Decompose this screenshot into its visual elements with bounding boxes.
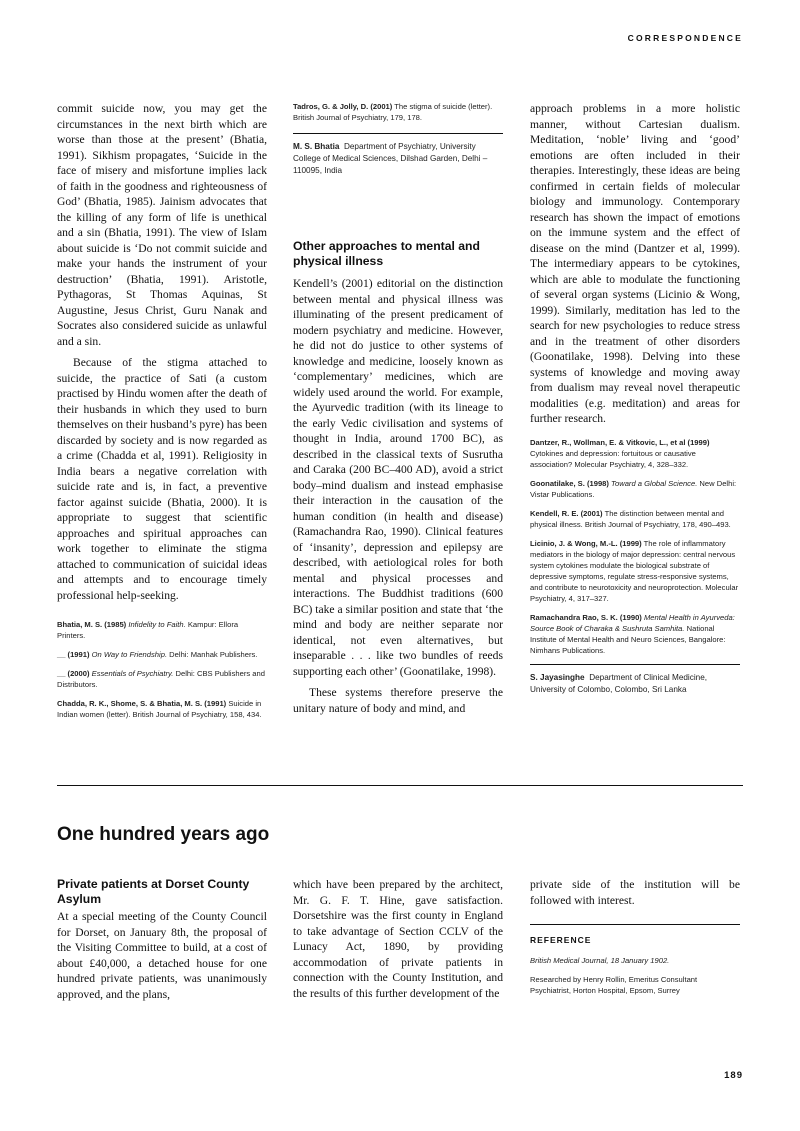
letter2-title: Other approaches to mental and physical illness — [293, 239, 480, 268]
section-title: One hundred years ago — [57, 824, 270, 845]
body-paragraph: Because of the stigma attached to suicide, the practice of Sati (a custom practised by Hindu women after the death of their husbands in which they used to burn themselves on their husband’s pyre) has been discarded by society and is now regarded as a crime (Chadda et al, 1991). Religiosity in India bears a negative correlation with suicide rate and is, in fact, a preventive factor against suicide (Bhatia, 2000). It is appropriate to suggest that scientific approaches and spiritual approaches can work together to eliminate the stigma attached to communication of suicidal ideas and attempts and to encourage timely professional help-seeking. — [57, 356, 267, 602]
body-paragraph: Kendell’s (2001) editorial on the distinction between mental and physical illness was illuminating of the present predicament of modern psychiatry and medicine. However, he did not do justice to other systems of knowledge and medicine, loosely known as ‘complementary’ medicines, which are widely used around the world. For example, the Ayurvedic tradition (with its lineage to the early Vedic civilisation and systems of thought in India, around 1700 BC), as described in the classical texts of Susrutha and Caraka (200 BC–400 AD), avoid a strict body–mind dualism and instead emphasise their interaction in the causation of the human condition (in health and disease) (Ramachandra Rao, 1990). Clinical features of ‘insanity’, depression and epilepsy are described, with aetiological roles for both mental and physical processes and interactions. The Buddhist traditions (600 BC) take a similar position and state that ‘the mind and body are neither separate nor identical, not even alternatives, but inseparable . . . like two bundles of reeds supporting each other’ (Goonatilake, 1998). — [293, 277, 503, 678]
reference-entry: Bhatia, M. S. (1985) Infidelity to Faith. Kampur: Ellora Printers. — [57, 620, 239, 640]
reference-entry: Tadros, G. & Jolly, D. (2001) The stigma of suicide (letter). British Journal of Psychiatry, 179, 178. — [293, 102, 493, 122]
history-column-1 — [57, 877, 267, 1008]
body-paragraph: private side of the institution will be followed with interest. — [530, 878, 740, 907]
reference-entry: __ (2000) Essentials of Psychiatry. Delhi: CBS Publishers and Distributors. — [57, 669, 265, 689]
letter2-column-3 — [530, 101, 740, 696]
letter1-column-1 — [57, 101, 267, 728]
body-paragraph: commit suicide now, you may get the circumstances in the next birth which are worse than those at the present’ (Bhatia, 1991). Sikhism propagates, ‘Suicide in the face of misery and misfortune implies lack of faith in the goodness and righteousness of God’ (Bhatia, 1985). Jainism advocates that the killing of any form of life is unethical and a sin (Bhatia, 1991). The view of Islam about suicide is ‘Do not commit suicide and make your hands the instrument of your destruction’ (Bhatia, 1991). Aristotle, Pythagoras, St Thomas Aquinas, St Augustine, Jesus Christ, Guru Nanak and Socrates also considered suicide as unlawful and a sin. — [57, 102, 267, 348]
running-head: CORRESPONDENCE — [627, 33, 743, 43]
reference-entry: Ramachandra Rao, S. K. (1990) Mental Health in Ayurveda: Source Book of Charaka & Sushruta Samhita. National Institute of Mental Health and Neuro Sciences, Bangalore: Nimhans Publications. — [530, 612, 735, 655]
letter1-column-2 — [293, 101, 503, 722]
history-column-3 — [530, 877, 740, 1004]
reference-entry: Dantzer, R., Wollman, E. & Vitkovic, L., et al (1999) Cytokines and depression: fortuitous or causative association? Molecular Psychiatry, 4, 328–332. — [530, 437, 710, 469]
reference-entry: Licinio, J. & Wong, M.-L. (1999) The role of inflammatory mediators in the biology of major depression: central nervous system cytokines modulate the biological substrate of depressive symptoms, regulate stress-responsive systems, and contribute to neurotoxicity and neuroprotection. Molecular Psychiatry, 4, 317–327. — [530, 538, 739, 603]
history-column-2 — [293, 877, 503, 1007]
researched-by: Researched by Henry Rollin, Emeritus Consultant Psychiatrist, Horton Hospital, Epsom, Surrey — [530, 975, 698, 995]
reference-entry: Kendell, R. E. (2001) The distinction between mental and physical illness. British Journal of Psychiatry, 178, 490–493. — [530, 508, 731, 529]
author-signature: M. S. Bhatia Department of Psychiatry, University College of Medical Sciences, Dilshad Garden, Delhi – 110095, India — [293, 133, 503, 177]
reference-entry: __ (1991) On Way to Friendship. Delhi: Manhak Publishers. — [57, 650, 258, 659]
section-divider — [57, 785, 743, 786]
reference-label: REFERENCE — [530, 924, 740, 945]
body-paragraph: These systems therefore preserve the unitary nature of body and mind, and — [293, 686, 503, 715]
reference-entry: Chadda, R. K., Shome, S. & Bhatia, M. S. (1991) Suicide in Indian women (letter). British Journal of Psychiatry, 158, 434. — [57, 699, 262, 719]
author-signature: S. Jayasinghe Department of Clinical Medicine, University of Colombo, Colombo, Sri Lanka — [530, 664, 740, 696]
reference-entry: Goonatilake, S. (1998) Toward a Global Science. New Delhi: Vistar Publications. — [530, 478, 737, 499]
reference-source: British Medical Journal, 18 January 1902. — [530, 956, 670, 965]
body-paragraph: approach problems in a more holistic manner, without Cartesian dualism. Meditation, ‘noble’ living and ‘good’ emotions are often included in their therapies. Interestingly, these ideas are being confirmed in certain fields of molecular biology and immunology. Contemporary research has shown the impact of emotions on the immune system and the effect of disease on the mind (Dantzer et al, 1999). The intermediary appears to be cytokines, which are able to modulate the functioning of several organ systems (Licinio & Wong, 1999). Similarly, meditation has led to the search for new psychologies to reduce stress and in the treatment of other disorders (Goonatilake, 1998). Delving into these systems of knowledge and moving away from dualism may reveal novel therapeutic modalities (e.g. meditation) and areas for further research. — [530, 102, 740, 425]
page-number: 189 — [724, 1070, 743, 1081]
body-paragraph: At a special meeting of the County Council for Dorset, on January 8th, the proposal of the Visiting Committee to build, at a cost of about £40,000, a detached house for one hundred private patients, was unanimously approved, and the plans, — [57, 910, 267, 1001]
body-paragraph: which have been prepared by the architect, Mr. G. F. T. Hine, gave satisfaction. Dorsetshire was the first county in England to take advantage of Section CCLV of the Lunacy Act, 1890, by providing accommodation of private patients in connection with the County Institution, and the results of this further development of the — [293, 878, 503, 1000]
history-article-title: Private patients at Dorset County Asylum — [57, 877, 250, 906]
